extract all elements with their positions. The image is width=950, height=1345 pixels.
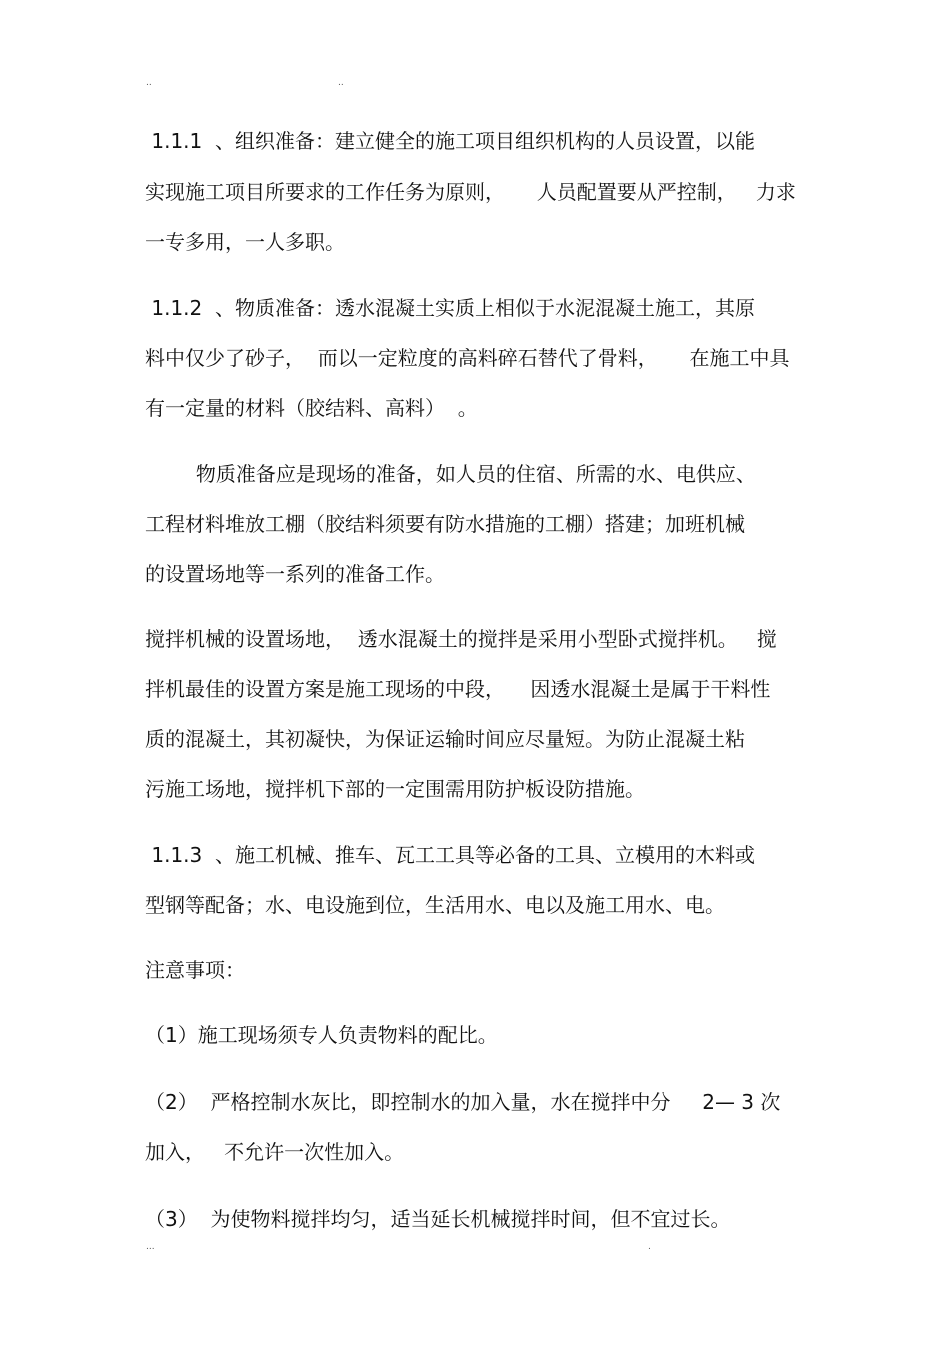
text-line: 实现施工项目所要求的工作任务为原则， 人员配置要从严控制， 力求 xyxy=(145,180,796,204)
text-line: 拌机最佳的设置方案是施工现场的中段， 因透水混凝土是属于干料性 xyxy=(145,677,771,701)
footer-mark-right: . xyxy=(648,1242,651,1252)
header-mark-right: .. xyxy=(338,78,344,88)
header-mark-left: .. xyxy=(146,78,152,88)
text-line: （2） 严格控制水灰比，即控制水的加入量，水在搅拌中分 2— 3 次 xyxy=(145,1090,781,1114)
text-line: 一专多用，一人多职。 xyxy=(145,230,345,254)
text-line: 搅拌机械的设置场地， 透水混凝土的搅拌是采用小型卧式搅拌机。 搅 xyxy=(145,627,777,651)
text-line: 1.1.3 、施工机械、推车、瓦工工具等必备的工具、立模用的木料或 xyxy=(145,843,755,867)
text-line: 工程材料堆放工棚（胶结料须要有防水措施的工棚）搭建；加班机械 xyxy=(145,512,745,536)
text-line: 注意事项： xyxy=(145,958,245,982)
text-line: 加入， 不允许一次性加入。 xyxy=(145,1140,405,1164)
text-line: 物质准备应是现场的准备，如人员的住宿、所需的水、电供应、 xyxy=(145,462,756,486)
text-line: 型钢等配备；水、电设施到位，生活用水、电以及施工用水、电。 xyxy=(145,893,725,917)
text-line: 质的混凝土，其初凝快，为保证运输时间应尽量短。为防止混凝土粘 xyxy=(145,727,745,751)
text-line: （1）施工现场须专人负责物料的配比。 xyxy=(145,1023,498,1047)
text-line: 污施工场地，搅拌机下部的一定围需用防护板设防措施。 xyxy=(145,777,645,801)
text-line: 料中仅少了砂子， 而以一定粒度的高料碎石替代了骨料， 在施工中具 xyxy=(145,346,790,370)
footer-mark-left: ... xyxy=(146,1242,155,1252)
text-line: （3） 为使物料搅拌均匀，适当延长机械搅拌时间，但不宜过长。 xyxy=(145,1207,731,1231)
text-line: 1.1.2 、物质准备：透水混凝土实质上相似于水泥混凝土施工，其原 xyxy=(145,296,755,320)
text-line: 有一定量的材料（胶结料、高料） 。 xyxy=(145,396,478,420)
text-line: 1.1.1 、组织准备：建立健全的施工项目组织机构的人员设置，以能 xyxy=(145,129,755,153)
text-line: 的设置场地等一系列的准备工作。 xyxy=(145,562,445,586)
